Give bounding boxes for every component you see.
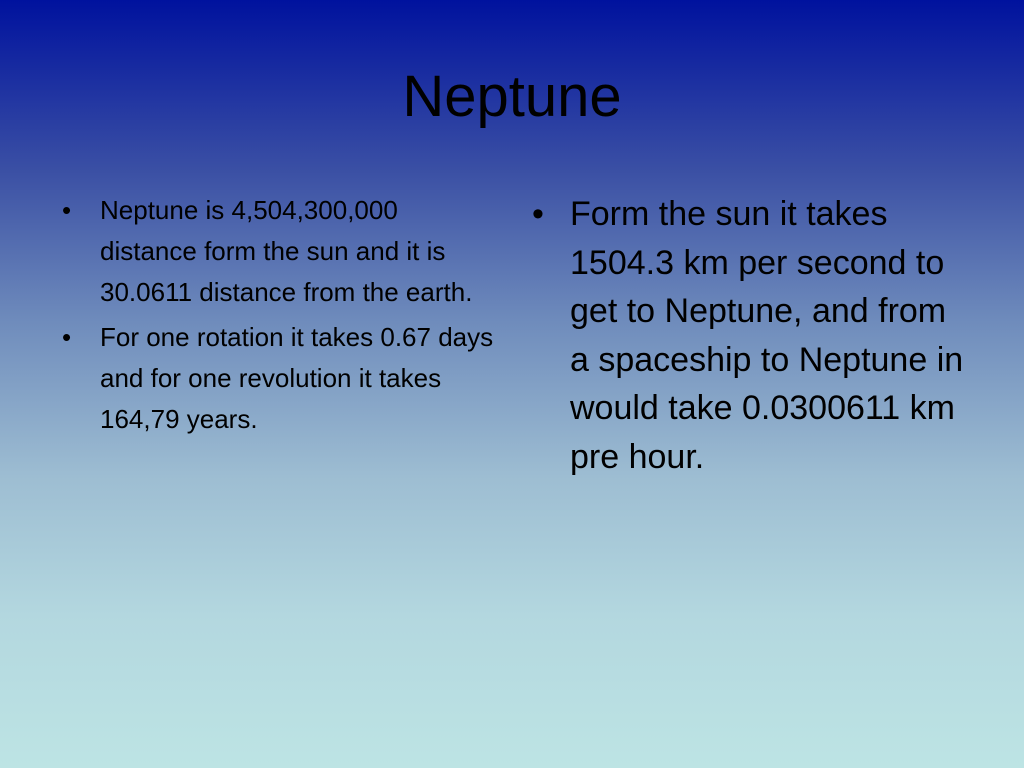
bullet-icon: • <box>62 195 72 225</box>
list-item <box>58 317 498 440</box>
list-item <box>58 190 498 313</box>
slide-title: Neptune <box>402 64 622 129</box>
left-bullet-list <box>58 190 498 444</box>
bullet-text: Form the sun it takes 1504.3 km per second to get to Neptune, and from a spaceship to Neptune in would take 0.0300611 km pre hour. <box>570 195 964 476</box>
right-bullet-list <box>528 190 968 481</box>
bullet-icon: • <box>62 322 72 352</box>
bullet-text: For one rotation it takes 0.67 days and for one revolution it takes 164,79 years. <box>100 322 494 434</box>
bullet-icon: • <box>532 195 544 233</box>
bullet-text: Neptune is 4,504,300,000 distance form the sun and it is 30.0611 distance from the earth. <box>100 195 473 307</box>
list-item <box>528 190 968 481</box>
